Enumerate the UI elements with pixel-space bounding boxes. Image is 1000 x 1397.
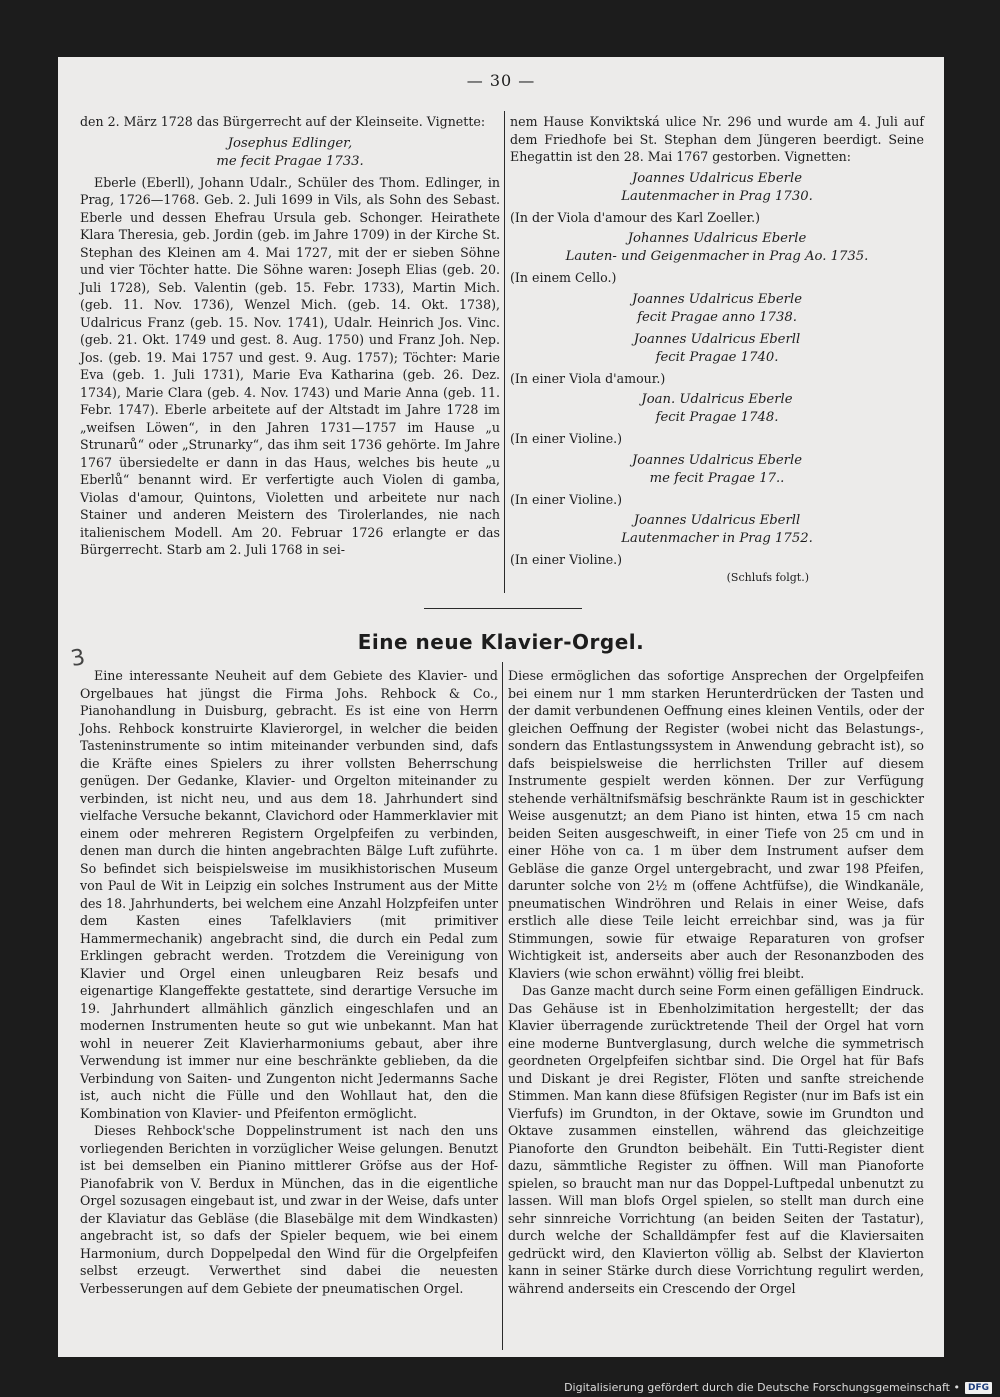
vignette-line: fecit Pragae anno 1738.: [637, 309, 797, 325]
column-divider-bottom: [502, 662, 503, 1350]
footer-text: Digitalisierung gefördert durch die Deutsche Forschungsgemeinschaft •: [564, 1381, 960, 1394]
digitization-footer: [564, 1381, 992, 1394]
dfg-logo: DFG: [965, 1382, 992, 1394]
vignette-entry: [510, 230, 924, 266]
article-paragraph: Das Ganze macht durch seine Form einen gefälligen Eindruck. Das Gehäuse ist in Ebenholzimitation hergestellt; der das Klavier überragende zurücktretende Theil der Orgel hat vorn eine moderne Buntverglasung, durch welche die symmetrisch geordneten Orgelpfeifen sichtbar sind. Die Orgel hat für Bafs und Diskant je drei Register, Flöten und sanfte streichende Stimmen. Man kann diese 8füfsigen Register (nur im Bafs ist ein Vierfufs) im Grundton, in der Oktave, sowie im Grundton und Oktave zusammen einstellen, während das gleichzeitige Pianoforte den Grundton beibehält. Ein Tutti-Register dient dazu, sämmtliche Register zu öffnen. Will man Pianoforte spielen, so braucht man nur das Doppel-Luftpedal unbenutzt zu lassen. Will man blofs Orgel spielen, so stellt man durch eine sehr sinnreiche Vorrichtung (an beiden Seiten der Tastatur), durch welche der Schalldämpfer fest auf die Klaviersaiten gedrückt wird, den Klavierton völlig ab. Selbst der Klavierton kann in seiner Stärke durch diese Vorrichtung regulirt werden, während anderseits ein Crescendo der Orgel: [508, 983, 924, 1296]
bottom-left-column: [80, 667, 498, 1297]
vignette-note: (In der Viola d'amour des Karl Zoeller.): [510, 209, 761, 225]
vignette-line: Joannes Udalricus Eberll: [633, 513, 801, 528]
vignette-line: Joannes Udalricus Eberle: [631, 170, 803, 186]
top-left-column: [80, 113, 500, 559]
vignette-line: fecit Pragae 1740.: [655, 349, 779, 365]
article-paragraph: Diese ermöglichen das sofortige Ansprechen der Orgelpfeifen bei einem nur 1 mm starken Herunterdrücken der Tasten und der damit verbundenen Oeffnung eines kleinen Ventils, oder der gleichen Oeffnung der Register (wobei nicht das Belastungs-, sondern das Entlastungssystem in Anwendung gebracht ist), so dafs beispielsweise die herrlichsten Triller auf diesem Instrumente gespielt werden können. Der zur Verfügung stehende verhältnifsmäfsig beschränkte Raum ist in geschickter Weise ausgenutzt; an dem Piano ist hinten, etwa 15 cm nach beiden Seiten ausgeschweift, in einer Tiefe von 25 cm und in einer Höhe von ca. 1 m über dem Instrument aufser dem Gebläse die ganze Orgel untergebracht, und zwar 198 Pfeifen, darunter solche von 2½ m (offene Achtfüfse), die Windkanäle, pneumatischen Windröhren und Relais in einer Weise, dafs erstlich alle diese Teile leicht erreichbar sind, was ja für Stimmungen, sowie für etwaige Reparaturen von grofser Wichtigkeit ist, anderseits aber auch der Resonanzboden des Klaviers (wie schon erwähnt) völlig frei bleibt.: [508, 668, 924, 981]
article-paragraph: Dieses Rehbock'sche Doppelinstrument ist nach den uns vorliegenden Berichten in vorzüglicher Weise gelungen. Benutzt ist bei demselben ein Pianino mittlerer Gröfse aus der Hof-Pianofabrik von V. Berdux in München, das in die eigentliche Orgel sozusagen eingebaut ist, und zwar in der Weise, dafs unter der Klaviatur das Gebläse (die Blasebälge mit dem Windkasten) angebracht ist, so dafs der Spieler bequem, wie bei einem Harmonium, durch Doppelpedal den Wind für die Orgelpfeifen selbst erzeugt. Verwerthet sind dabei die neuesten Verbesserungen auf dem Gebiete der pneumatischen Orgel.: [80, 1123, 498, 1296]
top-right-column: [510, 113, 924, 586]
vignette-entry: [510, 170, 924, 206]
continued-note: (Schlufs folgt.): [726, 570, 809, 584]
handwritten-margin-mark: 3: [68, 644, 88, 673]
eberle-biography: Eberle (Eberll), Johann Udalr., Schüler des Thom. Edlinger, in Prag, 1726—1768. Geb. 2. Juli 1699 in Vils, als Sohn des Sebast. Eberle und dessen Ehefrau Ursula geb. Schonger. Heirathete Klara Theresia, geb. Jordin (geb. im Jahre 1709) in der Kirche St. Stephan des Kleinen am 4. Mai 1727, mit der er sieben Söhne und vier Töchter hatte. Die Söhne waren: Joseph Elias (geb. 20. Juli 1728), Seb. Valentin (geb. 15. Febr. 1733), Martin Mich. (geb. 11. Nov. 1736), Wenzel Mich. (geb. 14. Okt. 1738), Udalricus Franz (geb. 15. Nov. 1741), Udalr. Heinrich Jos. Vinc. (geb. 21. Okt. 1749 und gest. 8. Aug. 1750) und Franz Joh. Nep. Jos. (geb. 19. Mai 1757 und gest. 9. Aug. 1757); Töchter: Marie Eva (geb. 1. Juli 1731), Marie Eva Katharina (geb. 26. Dez. 1734), Marie Clara (geb. 4. Nov. 1743) und Marie Anna (geb. 11. Febr. 1747). Eberle arbeitete auf der Altstadt im Jahre 1728 im „weifsen Löwen“, in den Jahren 1731—1757 im Hause „u Strunarů“ oder „Strunarky“, das ihm seit 1736 gehörte. Im Jahre 1767 übersiedelte er dann in das Haus, welches bis heute „u Eberlů“ benannt wird. Er verfertigte auch Violen di gamba, Violas d'amour, Quintons, Violetten und arbeitete nur nach Stainer und anderen Meistern des Tirolerlandes, nie nach italienischem Modell. Am 20. Februar 1726 erlangte er das Bürgerrecht. Starb am 2. Juli 1768 in sei-: [80, 174, 500, 557]
vignette-edlinger: [80, 135, 500, 171]
vignette-line: Joan. Udalricus Eberle: [641, 392, 793, 407]
vignette-note: (In einer Violine.): [510, 491, 623, 507]
vignette-line: Joannes Udalricus Eberle: [631, 452, 803, 468]
vignette-line: me fecit Pragae 1733.: [216, 153, 364, 169]
article-title: Eine neue Klavier-Orgel.: [357, 630, 645, 654]
top-left-intro: den 2. März 1728 das Bürgerrecht auf der Kleinseite. Vignette:: [80, 114, 486, 129]
vignette-line: Joannes Udalricus Eberle: [631, 291, 803, 307]
article-paragraph: Eine interessante Neuheit auf dem Gebiete des Klavier- und Orgelbaues hat jüngst die Firma Johs. Rehbock & Co., Pianohandlung in Duisburg, gebracht. Es ist eine von Herrn Johs. Rehbock konstruirte Klavierorgel, in welcher die beiden Tasteninstrumente so intim miteinander verbunden sind, dafs die Kräfte eines Spielers zu ihrer vollsten Beherrschung genügen. Der Gedanke, Klavier- und Orgelton miteinander zu verbinden, ist nicht neu, und aus dem 18. Jahrhundert sind vielfache Versuche bekannt, Clavichord oder Hammerklavier mit einem oder mehreren Registern Orgelpfeifen zu verbinden, denen man durch die hinten angebrachten Bälge Luft zuführte. So befindet sich beispielsweise im musikhistorischen Museum von Paul de Wit in Leipzig ein solches Instrument aus der Mitte des 18. Jahrhunderts, bei welchem eine Anzahl Holzpfeifen unter dem Kasten eines Tafelklaviers (mit primitiver Hammermechanik) angebracht sind, die durch ein Pedal zum Erklingen gebracht werden. Trotzdem die Vereinigung von Klavier und Orgel einen unleugbaren Reiz besafs und eigenartige Klangeffekte gestattete, sind derartige Versuche im 19. Jahrhundert allmählich gänzlich eingeschlafen und an modernen Instrumenten heute so gut wie unbekannt. Man hat wohl in neuerer Zeit Klavierharmoniums gebaut, aber ihre Verwendung ist immer nur eine beschränkte geblieben, da die Verbindung von Saiten- und Zungenton nicht Jedermanns Sache ist, auch nicht die Fülle und den Wohllaut hat, den die Kombination von Klavier- und Pfeifenton ermöglicht.: [80, 668, 498, 1121]
bottom-right-column: [508, 667, 924, 1297]
top-right-intro: nem Hause Konviktská ulice Nr. 296 und wurde am 4. Juli auf dem Friedhofe bei St. Stephan dem Jüngeren beerdigt. Seine Ehegattin ist den 28. Mai 1767 gestorben. Vignetten:: [510, 114, 924, 164]
section-divider: [424, 608, 582, 609]
vignette-line: Joannes Udalricus Eberll: [633, 331, 801, 347]
vignette-entry: [510, 291, 924, 327]
vignette-line: Lautenmacher in Prag 1730.: [621, 188, 813, 204]
scanned-page: [58, 57, 944, 1357]
column-divider-top: [504, 111, 505, 593]
vignette-line: Lauten- und Geigenmacher in Prag Ao. 1735.: [565, 249, 869, 264]
vignette-note: (In einer Violine.): [510, 431, 623, 446]
vignette-note: (In einer Violine.): [510, 552, 623, 567]
vignette-line: Lautenmacher in Prag 1752.: [621, 531, 813, 546]
vignette-entry: [510, 391, 924, 427]
page-number: — 30 —: [466, 71, 536, 90]
vignette-entry: [510, 331, 924, 367]
vignette-line: me fecit Pragae 17..: [649, 470, 785, 486]
vignette-entry: [510, 452, 924, 488]
vignette-note: (In einem Cello.): [510, 270, 617, 285]
vignette-note: (In einer Viola d'amour.): [510, 370, 666, 386]
vignette-line: fecit Pragae 1748.: [655, 410, 779, 425]
vignette-entry: [510, 512, 924, 548]
vignette-line: Josephus Edlinger,: [227, 135, 353, 151]
vignette-line: Johannes Udalricus Eberle: [627, 231, 807, 246]
